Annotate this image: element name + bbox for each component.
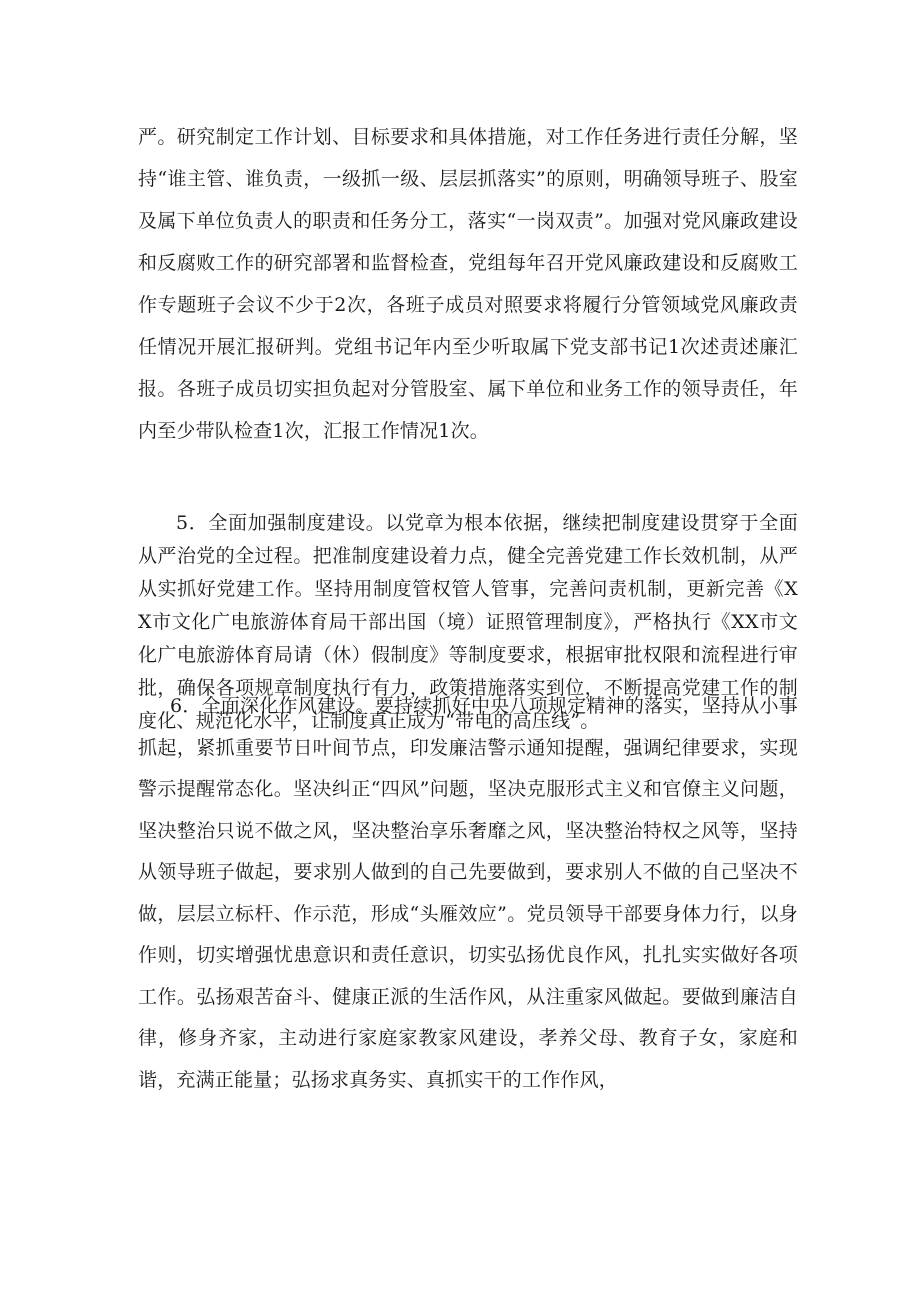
- paragraph-continuation: 严。研究制定工作计划、目标要求和具体措施，对工作任务进行责任分解，坚持“谁主管、谁负责，一级抓一级、层层抓落实”的原则，明确领导班子、股室及属下单位负责人的职责和任务分工，落实“一岗双责”。加强对党风廉政建设和反腐败工作的研究部署和监督检查，党组每年召开党风廉政建设和反腐败工作专题班子会议不少于2次，各班子成员对照要求将履行分管领域党风廉政责任情况开展汇报研判。党组书记年内至少听取属下党支部书记1次述责述廉汇报。各班子成员切实担负起对分管股室、属下单位和业务工作的领导责任，年内至少带队检查1次，汇报工作情况1次。: [138, 126, 798, 442]
- paragraph-item-6: 6．全面深化作风建设。要持续抓好中央八项规定精神的落实，坚持从小事抓起，紧抓重要节日叶间节点，印发廉洁警示通知提醒，强调纪律要求，实现警示提醒常态化。坚决纠正“四风”问题，坚决克服形式主义和官僚主义问题，坚决整治只说不做之风，坚决整治享乐奢靡之风，坚决整治特权之风等，坚持从领导班子做起，要求别人做到的自己先要做到，要求别人不做的自己坚决不做，层层立标杆、作示范，形成“头雁效应”。党员领导干部要身体力行，以身作则，切实增强忧患意识和责任意识，切实弘扬优良作风，扎扎实实做好各项工作。弘扬艰苦奋斗、健康正派的生活作风，从注重家风做起。要做到廉洁自律，修身齐家，主动进行家庭家教家风建设，孝养父母、教育子女，家庭和谐，充满正能量；弘扬求真务实、真抓实干的工作作风，: [138, 695, 798, 1091]
- paragraph-item-5: 5．全面加强制度建设。以党章为根本依据，继续把制度建设贯穿于全面从严治党的全过程。把准制度建设着力点，健全完善党建工作长效机制，从严从实抓好党建工作。坚持用制度管权管人管事，完善问责机制，更新完善《XX市文化广电旅游体育局干部出国（境）证照管理制度》，严格执行《XX市文化广电旅游体育局请（休）假制度》等制度要求，根据审批权限和流程进行审批，确保各项规章制度执行有力，政策措施落实到位，不断提高党建工作的制度化、规范化水平，让制度真正成为“带电的高压线”。: [138, 512, 798, 732]
